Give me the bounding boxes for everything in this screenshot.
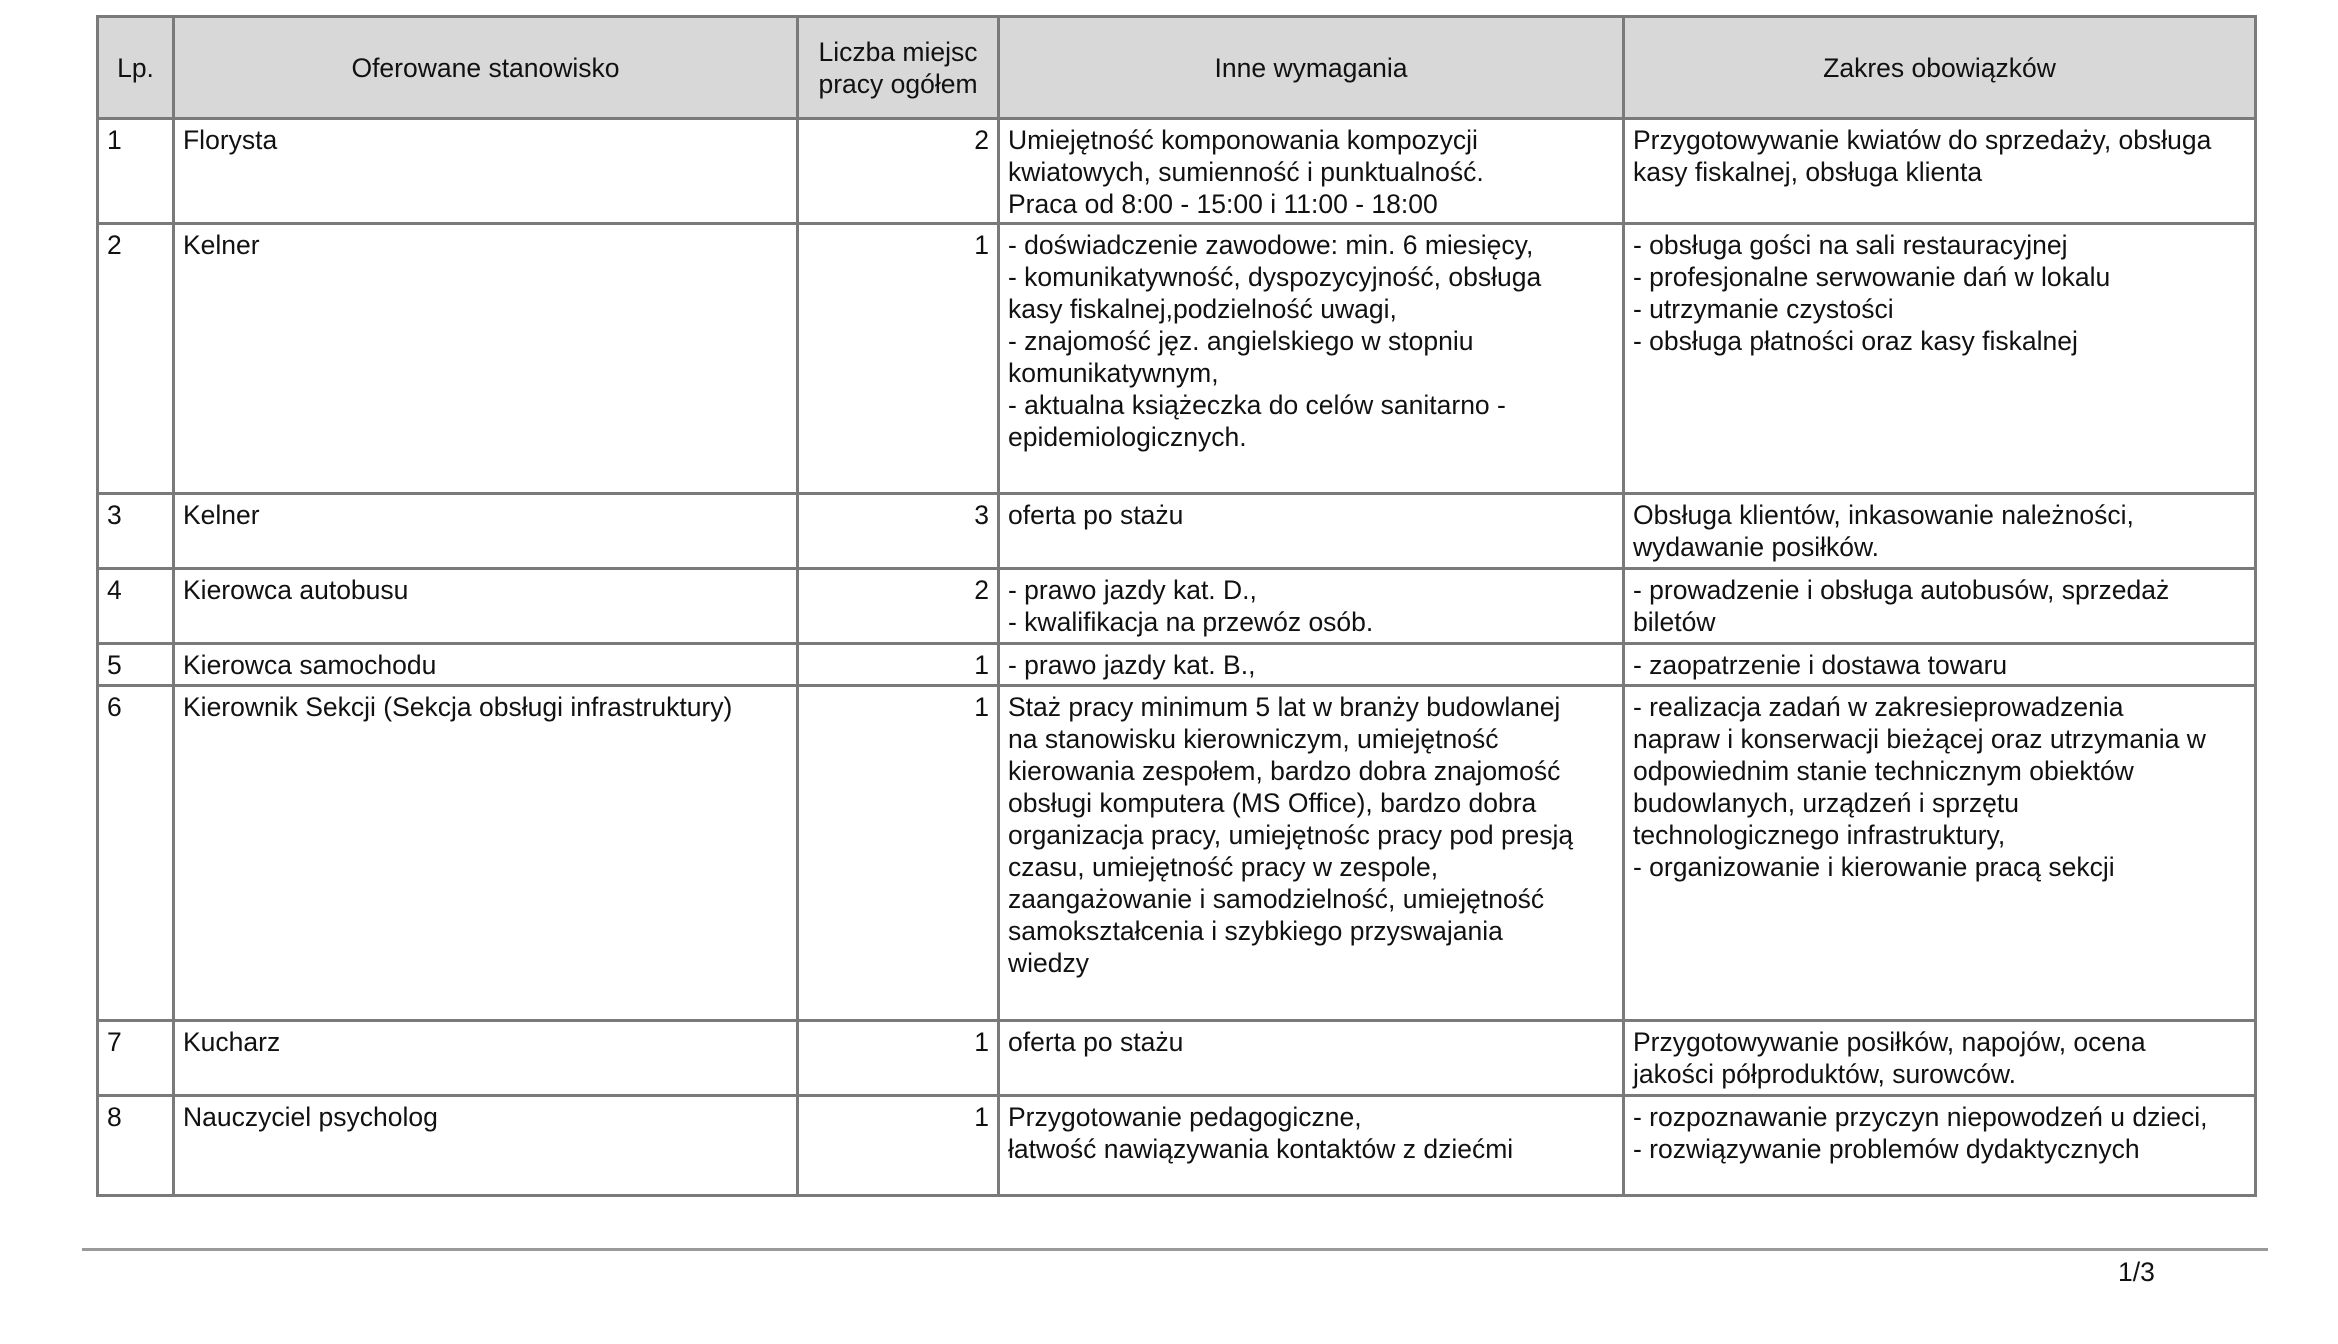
cell-lp: 2 (98, 224, 174, 494)
cell-requirements: - prawo jazdy kat. B., (999, 644, 1624, 686)
cell-duties: Przygotowywanie posiłków, napojów, ocena jakości półproduktów, surowców. (1624, 1021, 2256, 1096)
cell-position: Kelner (174, 224, 798, 494)
page-number: 1/3 (2118, 1257, 2155, 1287)
cell-duties: - zaopatrzenie i dostawa towaru (1624, 644, 2256, 686)
cell-lp: 8 (98, 1096, 174, 1196)
table-header-row (98, 17, 2256, 119)
cell-position: Florysta (174, 119, 798, 224)
cell-position: Kierowca samochodu (174, 644, 798, 686)
cell-duties: - prowadzenie i obsługa autobusów, sprzedaż biletów (1624, 569, 2256, 644)
table-row (98, 569, 2256, 644)
cell-count: 1 (798, 1096, 999, 1196)
cell-position: Kelner (174, 494, 798, 569)
table-row (98, 119, 2256, 224)
cell-count: 1 (798, 686, 999, 1021)
table-row (98, 1021, 2256, 1096)
header-duties: Zakres obowiązków (1624, 17, 2256, 119)
job-offers-table (96, 15, 2257, 1197)
table-row (98, 494, 2256, 569)
header-requirements: Inne wymagania (999, 17, 1624, 119)
cell-count: 2 (798, 569, 999, 644)
cell-lp: 3 (98, 494, 174, 569)
header-position: Oferowane stanowisko (174, 17, 798, 119)
cell-requirements: oferta po stażu (999, 1021, 1624, 1096)
cell-count: 1 (798, 1021, 999, 1096)
cell-duties: Obsługa klientów, inkasowanie należności, wydawanie posiłków. (1624, 494, 2256, 569)
footer-divider (82, 1248, 2268, 1251)
table-row (98, 686, 2256, 1021)
cell-position: Kucharz (174, 1021, 798, 1096)
cell-duties: - realizacja zadań w zakresieprowadzenia napraw i konserwacji bieżącej oraz utrzymania w odpowiednim stanie technicznym obiektów budowlanych, urządzeń i sprzętu technologicznego infrastruktury, - organizowanie i kierowanie pracą sekcji (1624, 686, 2256, 1021)
cell-position: Kierowca autobusu (174, 569, 798, 644)
cell-lp: 1 (98, 119, 174, 224)
cell-count: 1 (798, 644, 999, 686)
cell-requirements: Przygotowanie pedagogiczne, łatwość nawiązywania kontaktów z dziećmi (999, 1096, 1624, 1196)
table-row (98, 644, 2256, 686)
cell-requirements: oferta po stażu (999, 494, 1624, 569)
cell-position: Kierownik Sekcji (Sekcja obsługi infrastruktury) (174, 686, 798, 1021)
cell-duties: - obsługa gości na sali restauracyjnej - profesjonalne serwowanie dań w lokalu - utrzymanie czystości - obsługa płatności oraz kasy fiskalnej (1624, 224, 2256, 494)
cell-lp: 6 (98, 686, 174, 1021)
cell-requirements: Staż pracy minimum 5 lat w branży budowlanej na stanowisku kierowniczym, umiejętność kierowania zespołem, bardzo dobra znajomość obsługi komputera (MS Office), bardzo dobra organizacja pracy, umiejętnośc pracy pod presją czasu, umiejętność pracy w zespole, zaangażowanie i samodzielność, umiejętność samokształcenia i szybkiego przyswajania wiedzy (999, 686, 1624, 1021)
cell-requirements: - doświadczenie zawodowe: min. 6 miesięcy, - komunikatywność, dyspozycyjność, obsługa kasy fiskalnej,podzielność uwagi, - znajomość jęz. angielskiego w stopniu komunikatywnym, - aktualna książeczka do celów sanitarno - epidemiologicznych. (999, 224, 1624, 494)
cell-requirements: Umiejętność komponowania kompozycji kwiatowych, sumienność i punktualność. Praca od 8:00 - 15:00 i 11:00 - 18:00 (999, 119, 1624, 224)
cell-count: 3 (798, 494, 999, 569)
table-row (98, 224, 2256, 494)
cell-lp: 5 (98, 644, 174, 686)
cell-position: Nauczyciel psycholog (174, 1096, 798, 1196)
cell-count: 2 (798, 119, 999, 224)
cell-count: 1 (798, 224, 999, 494)
cell-requirements: - prawo jazdy kat. D., - kwalifikacja na przewóz osób. (999, 569, 1624, 644)
header-lp: Lp. (98, 17, 174, 119)
cell-lp: 7 (98, 1021, 174, 1096)
cell-lp: 4 (98, 569, 174, 644)
table-row (98, 1096, 2256, 1196)
header-count: Liczba miejsc pracy ogółem (798, 17, 999, 119)
cell-duties: Przygotowywanie kwiatów do sprzedaży, obsługa kasy fiskalnej, obsługa klienta (1624, 119, 2256, 224)
cell-duties: - rozpoznawanie przyczyn niepowodzeń u dzieci, - rozwiązywanie problemów dydaktycznych (1624, 1096, 2256, 1196)
